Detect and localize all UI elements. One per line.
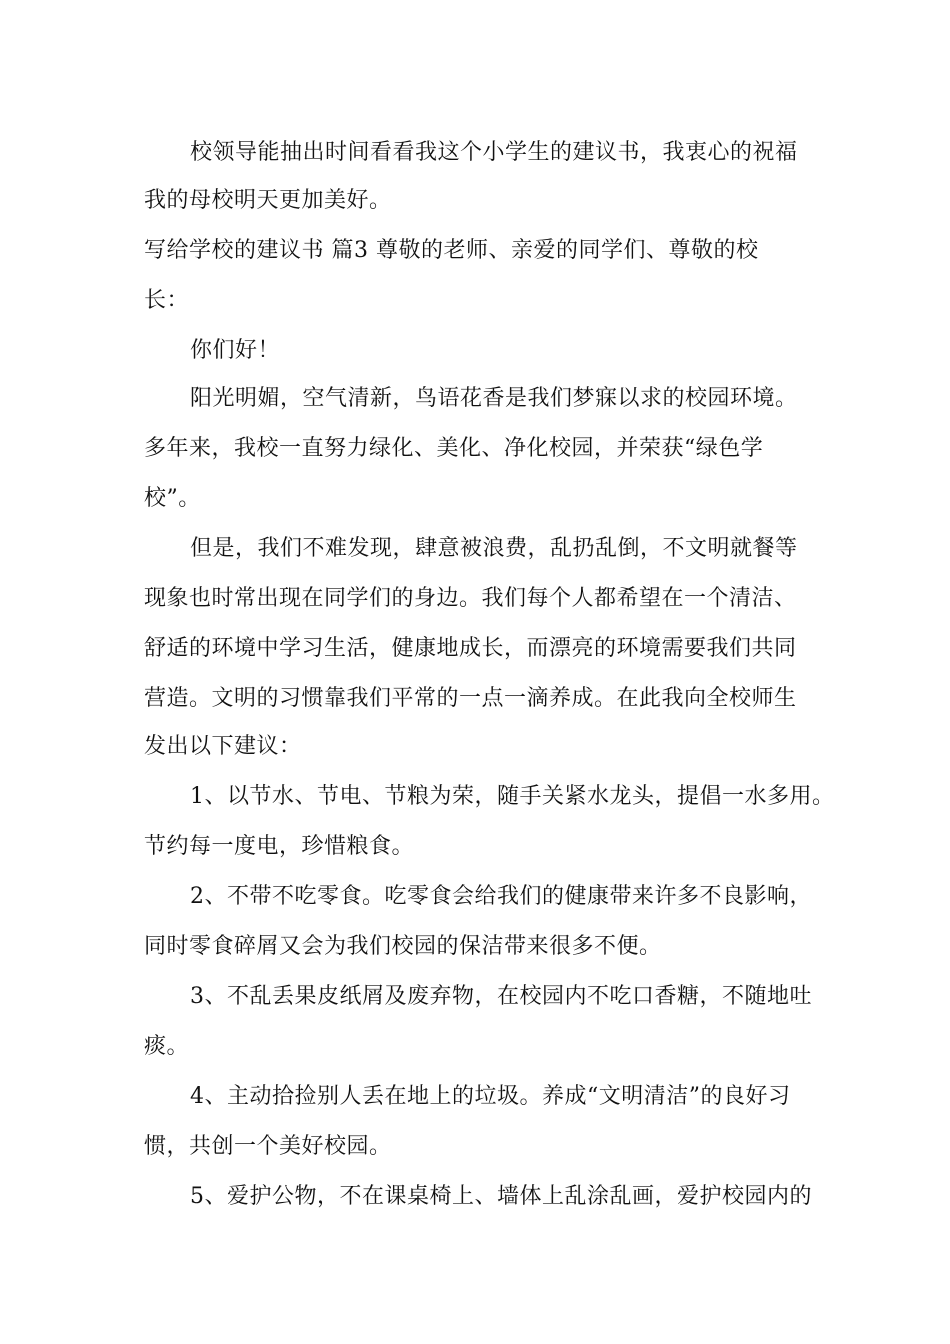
paragraph-line: 我的母校明天更加美好。	[144, 188, 392, 213]
list-item-line: 5、爱护公物，不在课桌椅上、墙体上乱涂乱画，爱护校园内的	[190, 1184, 812, 1209]
paragraph-line: 阳光明媚，空气清新，鸟语花香是我们梦寐以求的校园环境。	[190, 386, 798, 411]
paragraph-line: 舒适的环境中学习生活，健康地成长，而漂亮的环境需要我们共同	[144, 636, 797, 661]
list-item-line: 3、不乱丢果皮纸屑及废弃物，在校园内不吃口香糖，不随地吐	[190, 984, 812, 1009]
list-item-line: 同时零食碎屑又会为我们校园的保洁带来很多不便。	[144, 934, 662, 959]
paragraph-line: 校”。	[144, 486, 201, 511]
list-item-line: 2、不带不吃零食。吃零食会给我们的健康带来许多不良影响，	[190, 884, 812, 909]
list-item-line: 4、主动拾捡别人丢在地上的垃圾。养成“文明清洁”的良好习	[190, 1084, 791, 1109]
paragraph-line: 多年来，我校一直努力绿化、美化、净化校园，并荣获“绿色学	[144, 436, 764, 461]
list-item-line: 节约每一度电，珍惜粮食。	[144, 834, 415, 859]
greeting-line: 你们好！	[190, 338, 281, 363]
paragraph-line: 营造。文明的习惯靠我们平常的一点一滴养成。在此我向全校师生	[144, 686, 797, 711]
paragraph-line: 校领导能抽出时间看看我这个小学生的建议书，我衷心的祝福	[190, 140, 798, 165]
paragraph-line: 现象也时常出现在同学们的身边。我们每个人都希望在一个清洁、	[144, 586, 797, 611]
list-item-line: 痰。	[144, 1034, 190, 1059]
paragraph-line: 但是，我们不难发现，肆意被浪费，乱扔乱倒，不文明就餐等	[190, 536, 798, 561]
paragraph-line: 发出以下建议：	[144, 734, 302, 759]
list-item-line: 1、以节水、节电、节粮为荣，随手关紧水龙头，提倡一水多用。	[190, 784, 835, 809]
paragraph-line: 长：	[144, 288, 190, 313]
section-heading-line: 写给学校的建议书 篇3 尊敬的老师、亲爱的同学们、尊敬的校	[144, 238, 759, 263]
list-item-line: 惯，共创一个美好校园。	[144, 1134, 392, 1159]
